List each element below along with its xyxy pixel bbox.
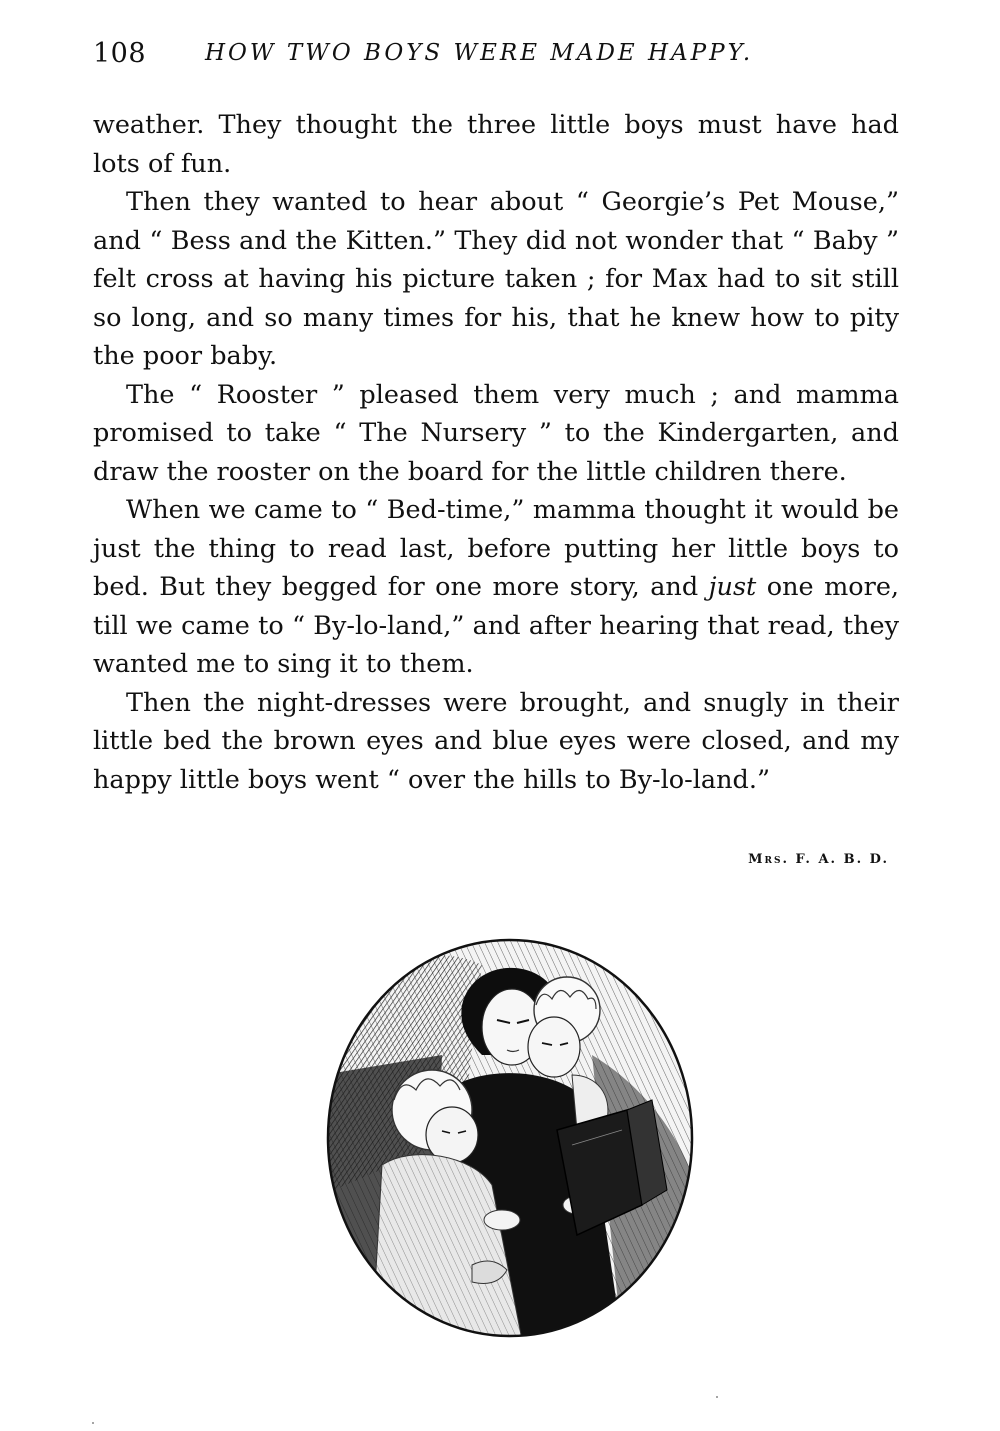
- author-signature: Mrs. F. A. B. D.: [748, 852, 889, 867]
- paragraph-1: weather. They thought the three little boys must have had lots of fun.: [93, 110, 899, 179]
- paragraph-3: The “ Rooster ” pleased them very much ; and mamma promised to take “ The Nursery ” to the Kindergarten, and draw the rooster on the board for the little children there.: [93, 379, 899, 487]
- paper-speck: [716, 1396, 718, 1398]
- page-header: [93, 38, 903, 78]
- paragraph-4-part-2: one more, till we came to “ By-lo-land,” and after hearing that read, they wanted me to sing it to them.: [93, 572, 900, 679]
- illustration-mother-and-children-reading: [322, 935, 699, 1340]
- paragraph-5: Then the night-dresses were brought, and snugly in their little bed the brown eyes and blue eyes were closed, and my happy little boys went “ over the hills to By-lo-land.”: [93, 687, 899, 795]
- running-head: HOW TWO BOYS WERE MADE HAPPY.: [205, 40, 754, 66]
- paragraph-2: Then they wanted to hear about “ Georgie’s Pet Mouse,” and “ Bess and the Kitten.” They did not wonder that “ Baby ” felt cross at having his picture taken ; for Max had to sit still so long, and so many times for his, that he knew how to pity the poor baby.: [93, 187, 899, 371]
- emphasis-just: just: [708, 572, 757, 602]
- paragraph-4: [93, 491, 899, 684]
- body-text: [93, 106, 899, 799]
- page-number: 108: [93, 38, 147, 69]
- paper-speck: [92, 1422, 94, 1424]
- paragraph-4-part-1: When we came to “ Bed-time,” mamma thought it would be just the thing to read last, before putting her little boys to bed. But they begged for one more story, and: [93, 495, 899, 602]
